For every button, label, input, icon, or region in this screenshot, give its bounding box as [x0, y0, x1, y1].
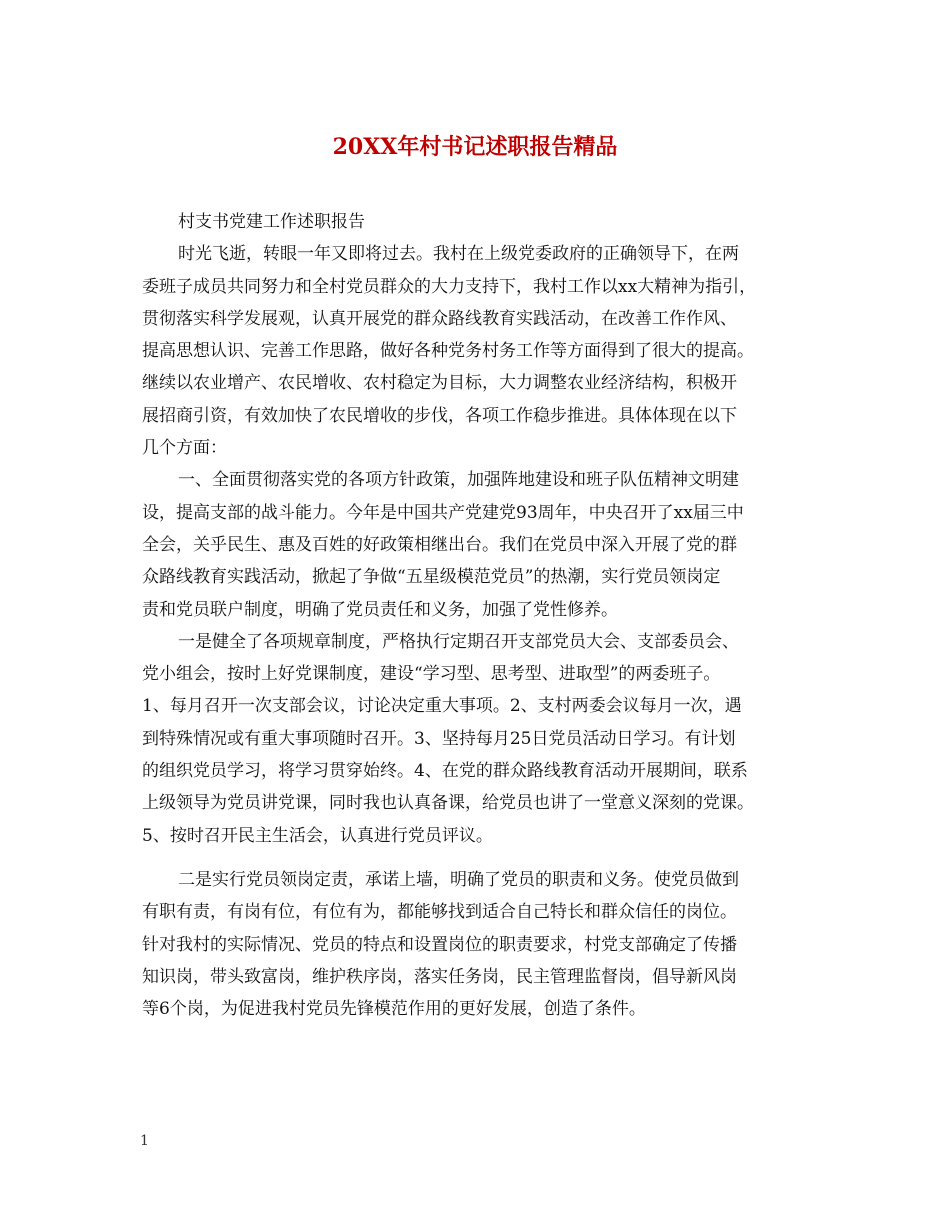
paragraph-line: 展招商引资，有效加快了农民增收的步伐，各项工作稳步推进。具体体现在以下 — [142, 405, 737, 426]
paragraph-line: 设，提高支部的战斗能力。今年是中国共产党建党93周年，中央召开了xx届三中 — [142, 502, 744, 523]
paragraph-line: 有职有责，有岗有位，有位有为，都能够找到适合自己特长和群众信任的岗位。 — [142, 902, 737, 923]
paragraph-line: 责和党员联户制度，明确了党员责任和义务，加强了党性修养。 — [142, 599, 618, 620]
paragraph-line: 贯彻落实科学发展观，认真开展党的群众路线教育实践活动，在改善工作作风、 — [142, 308, 737, 329]
paragraph-line: 提高思想认识、完善工作思路，做好各种党务村务工作等方面得到了很大的提高。 — [142, 341, 754, 362]
paragraph-line: 继续以农业增产、农民增收、农村稳定为目标，大力调整农业经济结构，积极开 — [142, 373, 737, 394]
paragraph-line: 全会，关乎民生、惠及百姓的好政策相继出台。我们在党员中深入开展了党的群 — [142, 534, 737, 555]
page-number: 1 — [140, 1133, 149, 1149]
paragraph-line: 的组织党员学习，将学习贯穿始终。4、在党的群众路线教育活动开展期间，联系 — [142, 761, 748, 782]
paragraph-line: 等6个岗，为促进我村党员先锋模范作用的更好发展，创造了条件。 — [142, 999, 646, 1020]
document-body — [142, 206, 832, 1025]
paragraph-line: 针对我村的实际情况、党员的特点和设置岗位的职责要求，村党支部确定了传播 — [142, 934, 737, 955]
paragraph-line: 委班子成员共同努力和全村党员群众的大力支持下，我村工作以xx大精神为指引， — [142, 276, 757, 297]
paragraph-line: 时光飞逝，转眼一年又即将过去。我村在上级党委政府的正确领导下，在两 — [178, 244, 739, 265]
paragraph-line: 众路线教育实践活动，掀起了争做“五星级模范党员”的热潮，实行党员领岗定 — [142, 567, 721, 588]
paragraph-line: 5、按时召开民主生活会，认真进行党员评议。 — [142, 825, 493, 846]
paragraph-line: 二是实行党员领岗定责，承诺上墙，明确了党员的职责和义务。使党员做到 — [178, 869, 739, 890]
paragraph-line: 几个方面： — [142, 438, 227, 459]
paragraph-line: 村支书党建工作述职报告 — [178, 212, 365, 232]
paragraph-gap — [142, 852, 832, 864]
paragraph-line: 一、全面贯彻落实党的各项方针政策，加强阵地建设和班子队伍精神文明建 — [178, 470, 739, 491]
paragraph-line: 党小组会，按时上好党课制度，建设“学习型、思考型、进取型”的两委班子。 — [142, 664, 721, 685]
document-title: 20XX年村书记述职报告精品 — [332, 134, 618, 160]
paragraph-line: 知识岗，带头致富岗，维护秩序岗，落实任务岗，民主管理监督岗，倡导新风岗 — [142, 966, 737, 987]
paragraph-line: 上级领导为党员讲党课，同时我也认真备课，给党员也讲了一堂意义深刻的党课。 — [142, 793, 754, 814]
paragraph-line: 一是健全了各项规章制度，严格执行定期召开支部党员大会、支部委员会、 — [178, 631, 739, 652]
paragraph-line: 到特殊情况或有重大事项随时召开。3、坚持每月25日党员活动日学习。有计划 — [142, 728, 736, 749]
paragraph-line: 1、每月召开一次支部会议，讨论决定重大事项。2、支村两委会议每月一次，遇 — [142, 696, 742, 717]
